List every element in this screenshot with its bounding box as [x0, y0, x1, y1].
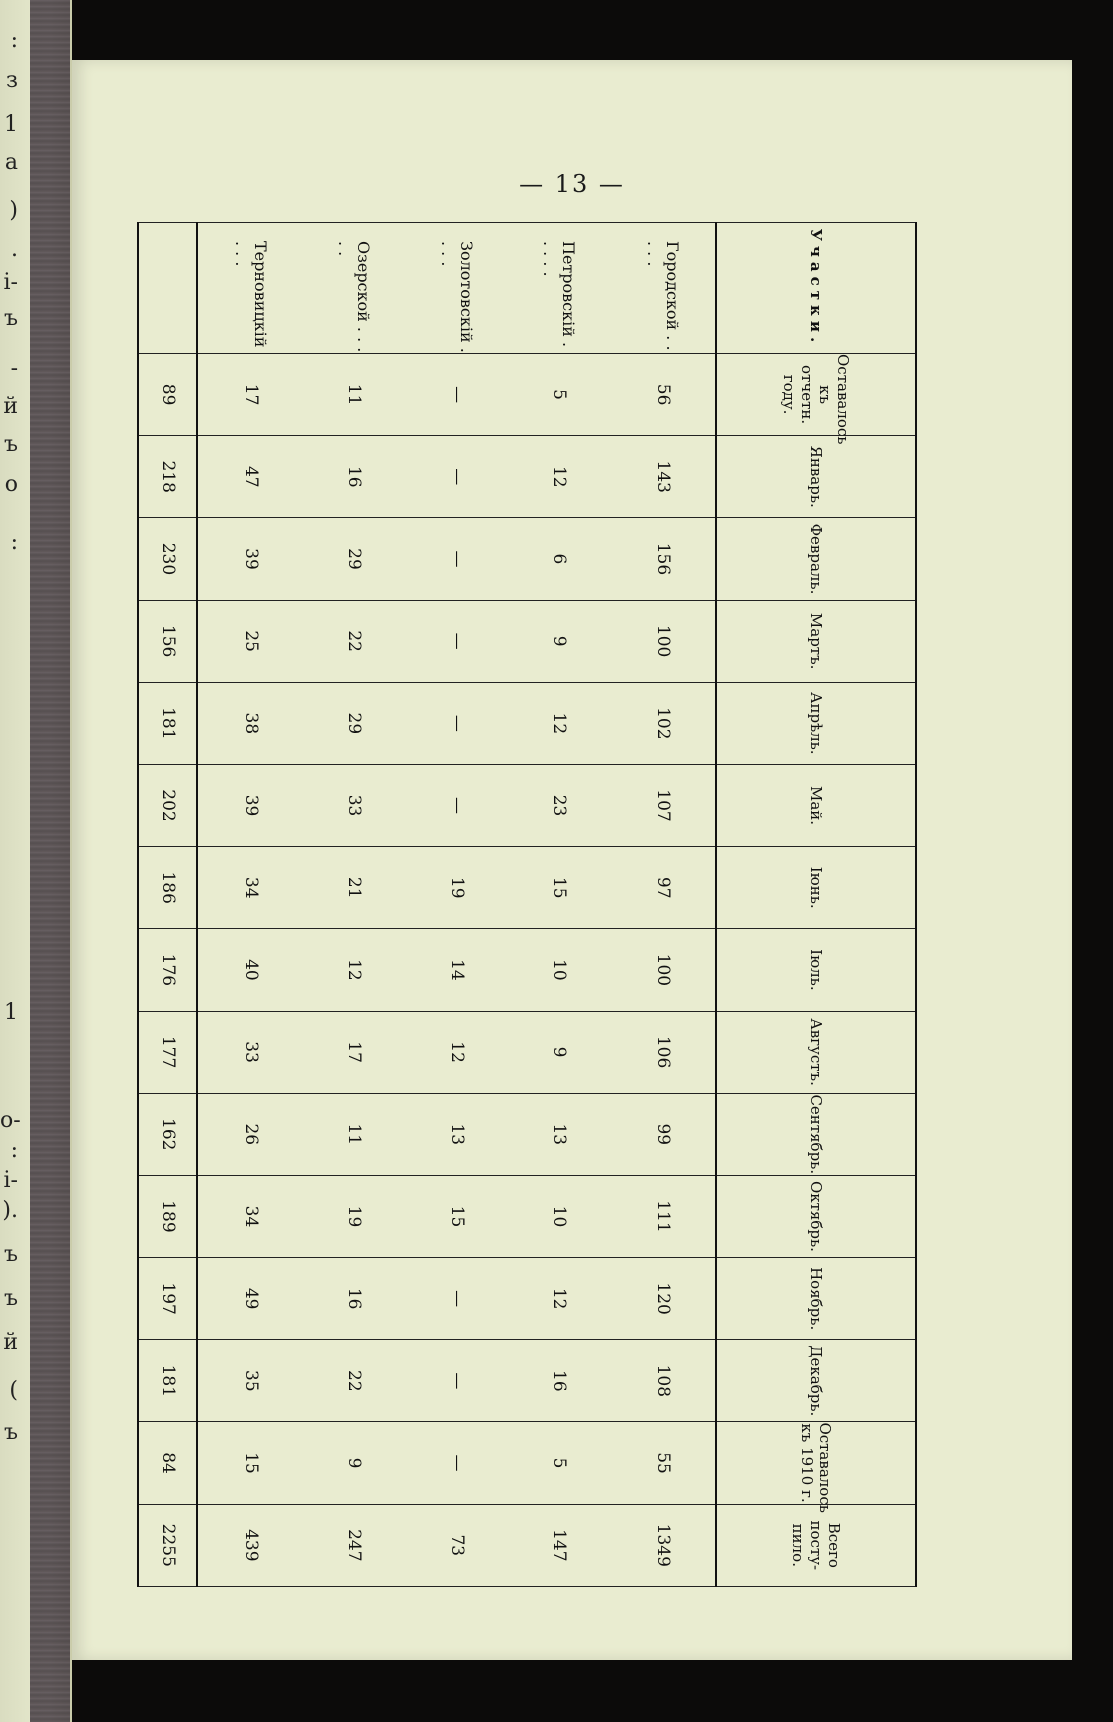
table-cell: 108: [611, 1340, 716, 1422]
left-page-fragment: :: [10, 1138, 18, 1163]
table-cell: 102: [611, 682, 716, 764]
total-label-cell: [138, 223, 198, 354]
table-cell: 111: [611, 1175, 716, 1257]
table-cell: —: [405, 600, 508, 682]
page-number: — 13 —: [519, 170, 625, 198]
table-cell: 73: [405, 1504, 508, 1586]
table-cell: 100: [611, 929, 716, 1011]
district-name: Городской . . . . .: [611, 223, 716, 354]
table-cell: 49: [198, 1258, 303, 1340]
district-name: Озерской . . . . .: [303, 223, 406, 354]
table-header-row: [716, 223, 916, 1587]
total-cell: 176: [138, 929, 198, 1011]
table-cell: 14: [405, 929, 508, 1011]
table-cell: 10: [508, 1175, 611, 1257]
column-header: Августъ.: [716, 1011, 916, 1093]
table-cell: 29: [303, 518, 406, 600]
table-cell: 35: [198, 1340, 303, 1422]
left-page-fragment: о: [4, 472, 18, 497]
table-cell: 10: [508, 929, 611, 1011]
table-cell: 143: [611, 436, 716, 518]
table-cell: 247: [303, 1504, 406, 1586]
left-page-fragment: 1: [4, 112, 18, 137]
table-cell: 39: [198, 518, 303, 600]
table-cell: 15: [405, 1175, 508, 1257]
column-header: Оставалось къ отчетн. году.: [716, 354, 916, 436]
statistics-table-wrapper: [137, 222, 917, 1587]
table-cell: 34: [198, 1175, 303, 1257]
page: [72, 60, 1072, 1660]
table-cell: 29: [303, 682, 406, 764]
left-page-fragment: (: [9, 1378, 18, 1403]
table-cell: 25: [198, 600, 303, 682]
table-row: [303, 223, 406, 1587]
table-cell: 38: [198, 682, 303, 764]
table-cell: 15: [508, 847, 611, 929]
table-cell: 5: [508, 1422, 611, 1504]
table-cell: 34: [198, 847, 303, 929]
table-cell: 12: [508, 1258, 611, 1340]
table-row: [405, 223, 508, 1587]
left-page-fragment: о-: [0, 1108, 21, 1133]
left-page-fragment: ъ: [4, 1420, 18, 1445]
book-spine: [30, 0, 70, 1722]
column-header: Сентябрь.: [716, 1093, 916, 1175]
left-page-fragment: і-: [3, 1168, 18, 1193]
left-page-fragment: ъ: [4, 1286, 18, 1311]
table-cell: 12: [405, 1011, 508, 1093]
table-cell: 55: [611, 1422, 716, 1504]
total-cell: 2255: [138, 1504, 198, 1586]
table-cell: 11: [303, 1093, 406, 1175]
total-cell: 162: [138, 1093, 198, 1175]
column-header: Іюнь.: [716, 847, 916, 929]
table-cell: —: [405, 518, 508, 600]
total-cell: 186: [138, 847, 198, 929]
table-cell: 33: [303, 764, 406, 846]
table-cell: 12: [508, 682, 611, 764]
table-cell: 5: [508, 354, 611, 436]
left-page-fragment: .: [11, 237, 18, 262]
table-cell: 439: [198, 1504, 303, 1586]
table-cell: 39: [198, 764, 303, 846]
left-page-fragment: ъ: [4, 306, 18, 331]
district-name: Петровскій . . . . .: [508, 223, 611, 354]
left-page-fragment: -: [10, 356, 18, 381]
total-cell: 181: [138, 1340, 198, 1422]
table-cell: 47: [198, 436, 303, 518]
total-cell: 197: [138, 1258, 198, 1340]
table-cell: —: [405, 1340, 508, 1422]
left-page-fragment: 1: [4, 1000, 18, 1025]
table-cell: 15: [198, 1422, 303, 1504]
left-page-fragment: ъ: [4, 1242, 18, 1267]
table-cell: 1349: [611, 1504, 716, 1586]
table-cell: 22: [303, 1340, 406, 1422]
left-page-fragment: ).: [2, 1198, 18, 1223]
total-cell: 202: [138, 764, 198, 846]
table-cell: 6: [508, 518, 611, 600]
total-cell: 84: [138, 1422, 198, 1504]
table-cell: 11: [303, 354, 406, 436]
hospital-admissions-table: [137, 222, 917, 1587]
table-cell: 40: [198, 929, 303, 1011]
table-total-row: [138, 223, 198, 1587]
column-header: Декабрь.: [716, 1340, 916, 1422]
table-cell: 147: [508, 1504, 611, 1586]
left-page-fragment: :: [10, 530, 18, 555]
left-page-fragment: й: [3, 394, 18, 419]
table-cell: 106: [611, 1011, 716, 1093]
table-cell: 9: [303, 1422, 406, 1504]
column-header: Январь.: [716, 436, 916, 518]
table-cell: —: [405, 1258, 508, 1340]
column-header: Октябрь.: [716, 1175, 916, 1257]
rotated-table: [137, 222, 917, 1587]
table-cell: 16: [303, 436, 406, 518]
column-header: Всего посту-пило.: [716, 1504, 916, 1586]
table-row: [611, 223, 716, 1587]
table-cell: —: [405, 764, 508, 846]
table-cell: 56: [611, 354, 716, 436]
district-name: Золотовскій . . . .: [405, 223, 508, 354]
table-cell: 26: [198, 1093, 303, 1175]
total-cell: 89: [138, 354, 198, 436]
table-cell: 13: [508, 1093, 611, 1175]
left-page-fragment: :: [10, 28, 18, 53]
total-cell: 177: [138, 1011, 198, 1093]
left-page-fragment: ъ: [4, 432, 18, 457]
total-cell: 189: [138, 1175, 198, 1257]
table-cell: 156: [611, 518, 716, 600]
table-cell: 97: [611, 847, 716, 929]
left-page-fragment: і-: [3, 270, 18, 295]
table-cell: 19: [405, 847, 508, 929]
table-cell: 100: [611, 600, 716, 682]
total-cell: 181: [138, 682, 198, 764]
column-header: Іюль.: [716, 929, 916, 1011]
left-page-fragment: ): [9, 198, 18, 223]
table-cell: 23: [508, 764, 611, 846]
table-cell: 17: [198, 354, 303, 436]
table-cell: 16: [303, 1258, 406, 1340]
table-cell: 16: [508, 1340, 611, 1422]
column-header: Оставалось къ 1910 г.: [716, 1422, 916, 1504]
table-cell: —: [405, 1422, 508, 1504]
table-row: [508, 223, 611, 1587]
column-header: Ноябрь.: [716, 1258, 916, 1340]
left-page-fragment: й: [3, 1330, 18, 1355]
table-cell: —: [405, 436, 508, 518]
table-cell: —: [405, 682, 508, 764]
table-cell: 9: [508, 1011, 611, 1093]
table-body: [138, 223, 716, 1587]
table-cell: 13: [405, 1093, 508, 1175]
table-cell: 12: [303, 929, 406, 1011]
table-cell: 107: [611, 764, 716, 846]
table-row: [198, 223, 303, 1587]
total-cell: 218: [138, 436, 198, 518]
left-page-fragment: з: [6, 68, 18, 93]
table-cell: —: [405, 354, 508, 436]
table-cell: 33: [198, 1011, 303, 1093]
table-cell: 99: [611, 1093, 716, 1175]
table-cell: 21: [303, 847, 406, 929]
column-header: Май.: [716, 764, 916, 846]
table-cell: 120: [611, 1258, 716, 1340]
column-header: Февраль.: [716, 518, 916, 600]
district-column-header: Участки.: [716, 223, 916, 354]
table-cell: 19: [303, 1175, 406, 1257]
left-page-fragment: а: [4, 150, 18, 175]
table-cell: 17: [303, 1011, 406, 1093]
table-cell: 12: [508, 436, 611, 518]
district-name: Терновицкій . . .: [198, 223, 303, 354]
total-cell: 230: [138, 518, 198, 600]
table-cell: 9: [508, 600, 611, 682]
table-cell: 22: [303, 600, 406, 682]
column-header: Мартъ.: [716, 600, 916, 682]
column-header: Апрѣль.: [716, 682, 916, 764]
total-cell: 156: [138, 600, 198, 682]
